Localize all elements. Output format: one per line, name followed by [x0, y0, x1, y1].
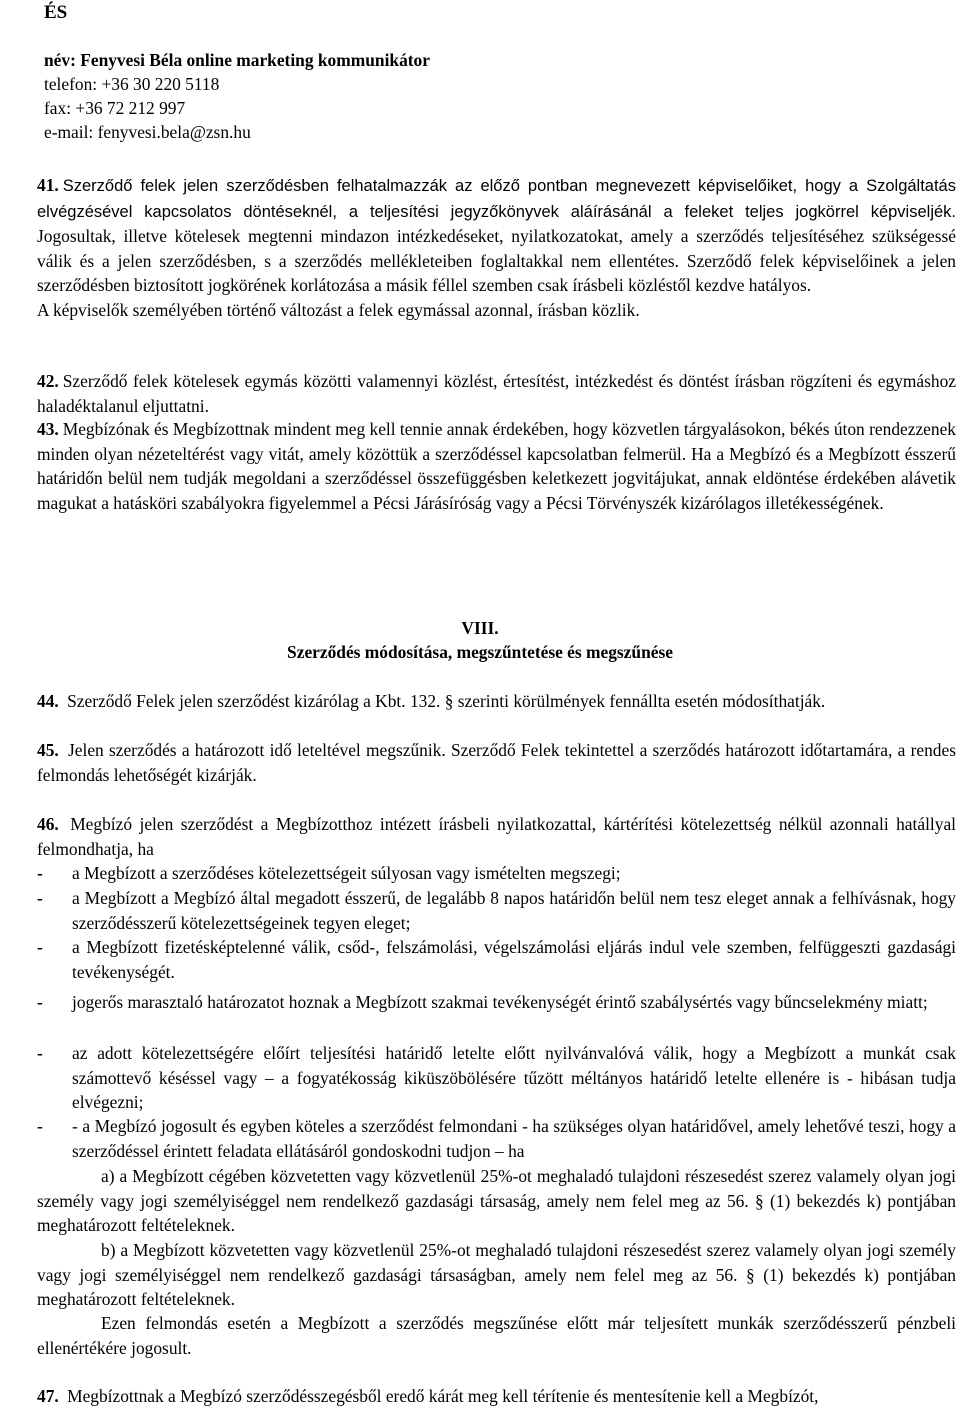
list-item: [37, 935, 956, 984]
paragraph-number: 42.: [37, 371, 59, 391]
list-item-text: az adott kötelezettségére előírt teljesítési határidő letelte előtt nyilvánvalóvá válik, hogy a Megbízott a munkát csak számottevő késéssel vagy – a fogyatékosság kiküszöbölésére tűzött méltányos határidő letelte ellenére is - hibásan tudja elvégezni;: [72, 1043, 956, 1112]
section-number: VIII.: [461, 618, 499, 638]
paragraph-text: Szerződő felek kötelesek egymás közötti valamennyi közlést, értesítést, intézkedést és döntést írásban rögzíteni és egymáshoz haladéktalanul eljuttatni.: [37, 371, 956, 416]
paragraph-text: A képviselők személyében történő változást a felek egymással azonnal, írásban közlik.: [37, 299, 640, 320]
contact-name: név: Fenyvesi Béla online marketing kommunikátor: [44, 50, 430, 70]
list-item: [37, 861, 956, 886]
list-item-text: - a Megbízó jogosult és egyben köteles a szerződést felmondani - ha szükséges olyan határidővel, amely lehetővé teszi, hogy a szerződéssel érintett feladata ellátásáról gondoskodni tudjon – ha: [72, 1116, 956, 1161]
paragraph-43: [37, 417, 956, 515]
header-top-fragment: ÉS: [44, 2, 68, 23]
subclause-b: b) a Megbízott közvetetten vagy közvetlenül 25%-ot meghaladó tulajdoni részesedést szerez valamely olyan jogi személy vagy jogi személyiséggel nem rendelkező gazdasági társaságban, amely nem felel meg az 56. § (1) bekezdés k) pontjában meghatározott feltételeknek.: [37, 1240, 956, 1309]
paragraph-number: 44.: [37, 691, 59, 711]
paragraph-text: Jogosultak, illetve kötelesek megtenni mindazon intézkedéseket, nyilatkozatokat, amely a szerződés teljesítéséhez szükségessé válik és a jelen szerződésben, s a szerződés mellékleteiben foglaltakkal nem ellentétes. Szerződő felek képviselőinek a jelen szerződésben biztosított jogkörének korlátozása a másik féllel szemben csak írásbeli közléstől kezdve hatályos.: [37, 226, 956, 295]
closing-text: Ezen felmondás esetén a Megbízott a szerződés megszűnése előtt már teljesített munkák szerződésszerű pénzbeli ellenértékére jogosult.: [37, 1313, 956, 1358]
list-item: [37, 886, 956, 935]
list-item-text: a Megbízott a Megbízó által megadott ésszerű, de legalább 8 napos határidőn belül nem tesz eleget annak a felhívásnak, hogy szerződésszerű kötelezettségeinek tegyen eleget;: [72, 888, 956, 933]
paragraph-text: Megbízónak és Megbízottnak mindent meg kell tennie annak érdekében, hogy közvetlen tárgyalásokon, békés úton rendezzenek minden olyan nézeteltérést vagy vitát, amely közöttük a szerződéssel kapcsolatban felmerül. Ha a Megbízó és a Megbízott ésszerű határidőn belül nem tudják megoldani a szerződéssel összefüggésben keletkezett jogvitájukat, annak eldöntése érdekében alávetik magukat a hatásköri szabályokra figyelemmel a Pécsi Járásíróság vagy a Pécsi Törvényszék kizárólagos illetékességének.: [37, 419, 956, 513]
contact-block: [44, 48, 430, 144]
list-dash: -: [37, 888, 43, 908]
paragraph-text: Jelen szerződés a határozott idő leteltével megszűnik. Szerződő Felek tekintettel a szerződés határozott időtartamára, a rendes felmondás lehetőségét kizárják.: [37, 740, 956, 785]
list-item: [37, 990, 956, 1015]
paragraph-42: [37, 369, 956, 418]
list-item-text: a Megbízott a szerződéses kötelezettségeit súlyosan vagy ismételten megszegi;: [72, 863, 621, 883]
subclause-a: a) a Megbízott cégében közvetetten vagy közvetlenül 25%-ot meghaladó tulajdoni részesedést szerez valamely olyan jogi személy vagy jogi személyiséggel nem rendelkező gazdasági társaság, amely nem felel meg az 56. § (1) bekezdés k) pontjában meghatározott feltételeknek.: [37, 1166, 956, 1235]
list-dash: -: [37, 1116, 43, 1136]
list-item-text: jogerős marasztaló határozatot hoznak a Megbízott szakmai tevékenységét érintő szabálysértés vagy bűncselekmény miatt;: [72, 992, 928, 1012]
list-item: [37, 1114, 956, 1163]
paragraph-44: [37, 689, 956, 714]
paragraph-text: Megbízottnak a Megbízó szerződésszegésből eredő kárát meg kell térítenie és mentesítenie kell a Megbízót,: [67, 1386, 819, 1406]
paragraph-number: 47.: [37, 1386, 59, 1406]
paragraph-number: 46.: [37, 814, 59, 834]
list-item: [37, 1041, 956, 1115]
paragraph-text: Szerződő Felek jelen szerződést kizárólag a Kbt. 132. § szerinti körülmények fennállta esetén módosíthatják.: [67, 691, 826, 711]
paragraph-number: 43.: [37, 419, 59, 439]
paragraph-text: Szerződő felek jelen szerződésben felhatalmazzák az előző pontban megnevezett képviselőiket, hogy a Szolgáltatás elvégzésével kapcsolatos döntéseknél, a teljesítési jegyzőkönyvek aláírásánál a feleket teljes jogkörrel képviseljék.: [37, 177, 956, 221]
paragraph-41: [37, 173, 956, 322]
contact-fax: fax: +36 72 212 997: [44, 98, 186, 118]
contact-phone: telefon: +36 30 220 5118: [44, 74, 220, 94]
list-dash: -: [37, 937, 43, 957]
section-title: Szerződés módosítása, megszűntetése és megszűnése: [287, 642, 673, 662]
list-dash: -: [37, 863, 43, 883]
paragraph-47: [37, 1384, 956, 1409]
paragraph-number: 45.: [37, 740, 59, 760]
paragraph-number: 41.: [37, 175, 59, 195]
list-dash: -: [37, 992, 43, 1012]
paragraph-text: Megbízó jelen szerződést a Megbízotthoz intézett írásbeli nyilatkozattal, kártérítési kötelezettség nélkül azonnali hatállyal felmondhatja, ha: [37, 814, 956, 859]
list-item-text: a Megbízott fizetésképtelenné válik, csőd-, felszámolási, végelszámolási eljárás indul vele szemben, felfüggeszti gazdasági tevékenységét.: [72, 937, 956, 982]
paragraph-46: [37, 812, 956, 861]
contact-email: e-mail: fenyvesi.bela@zsn.hu: [44, 122, 251, 142]
paragraph-45: [37, 738, 956, 787]
list-dash: -: [37, 1043, 43, 1063]
